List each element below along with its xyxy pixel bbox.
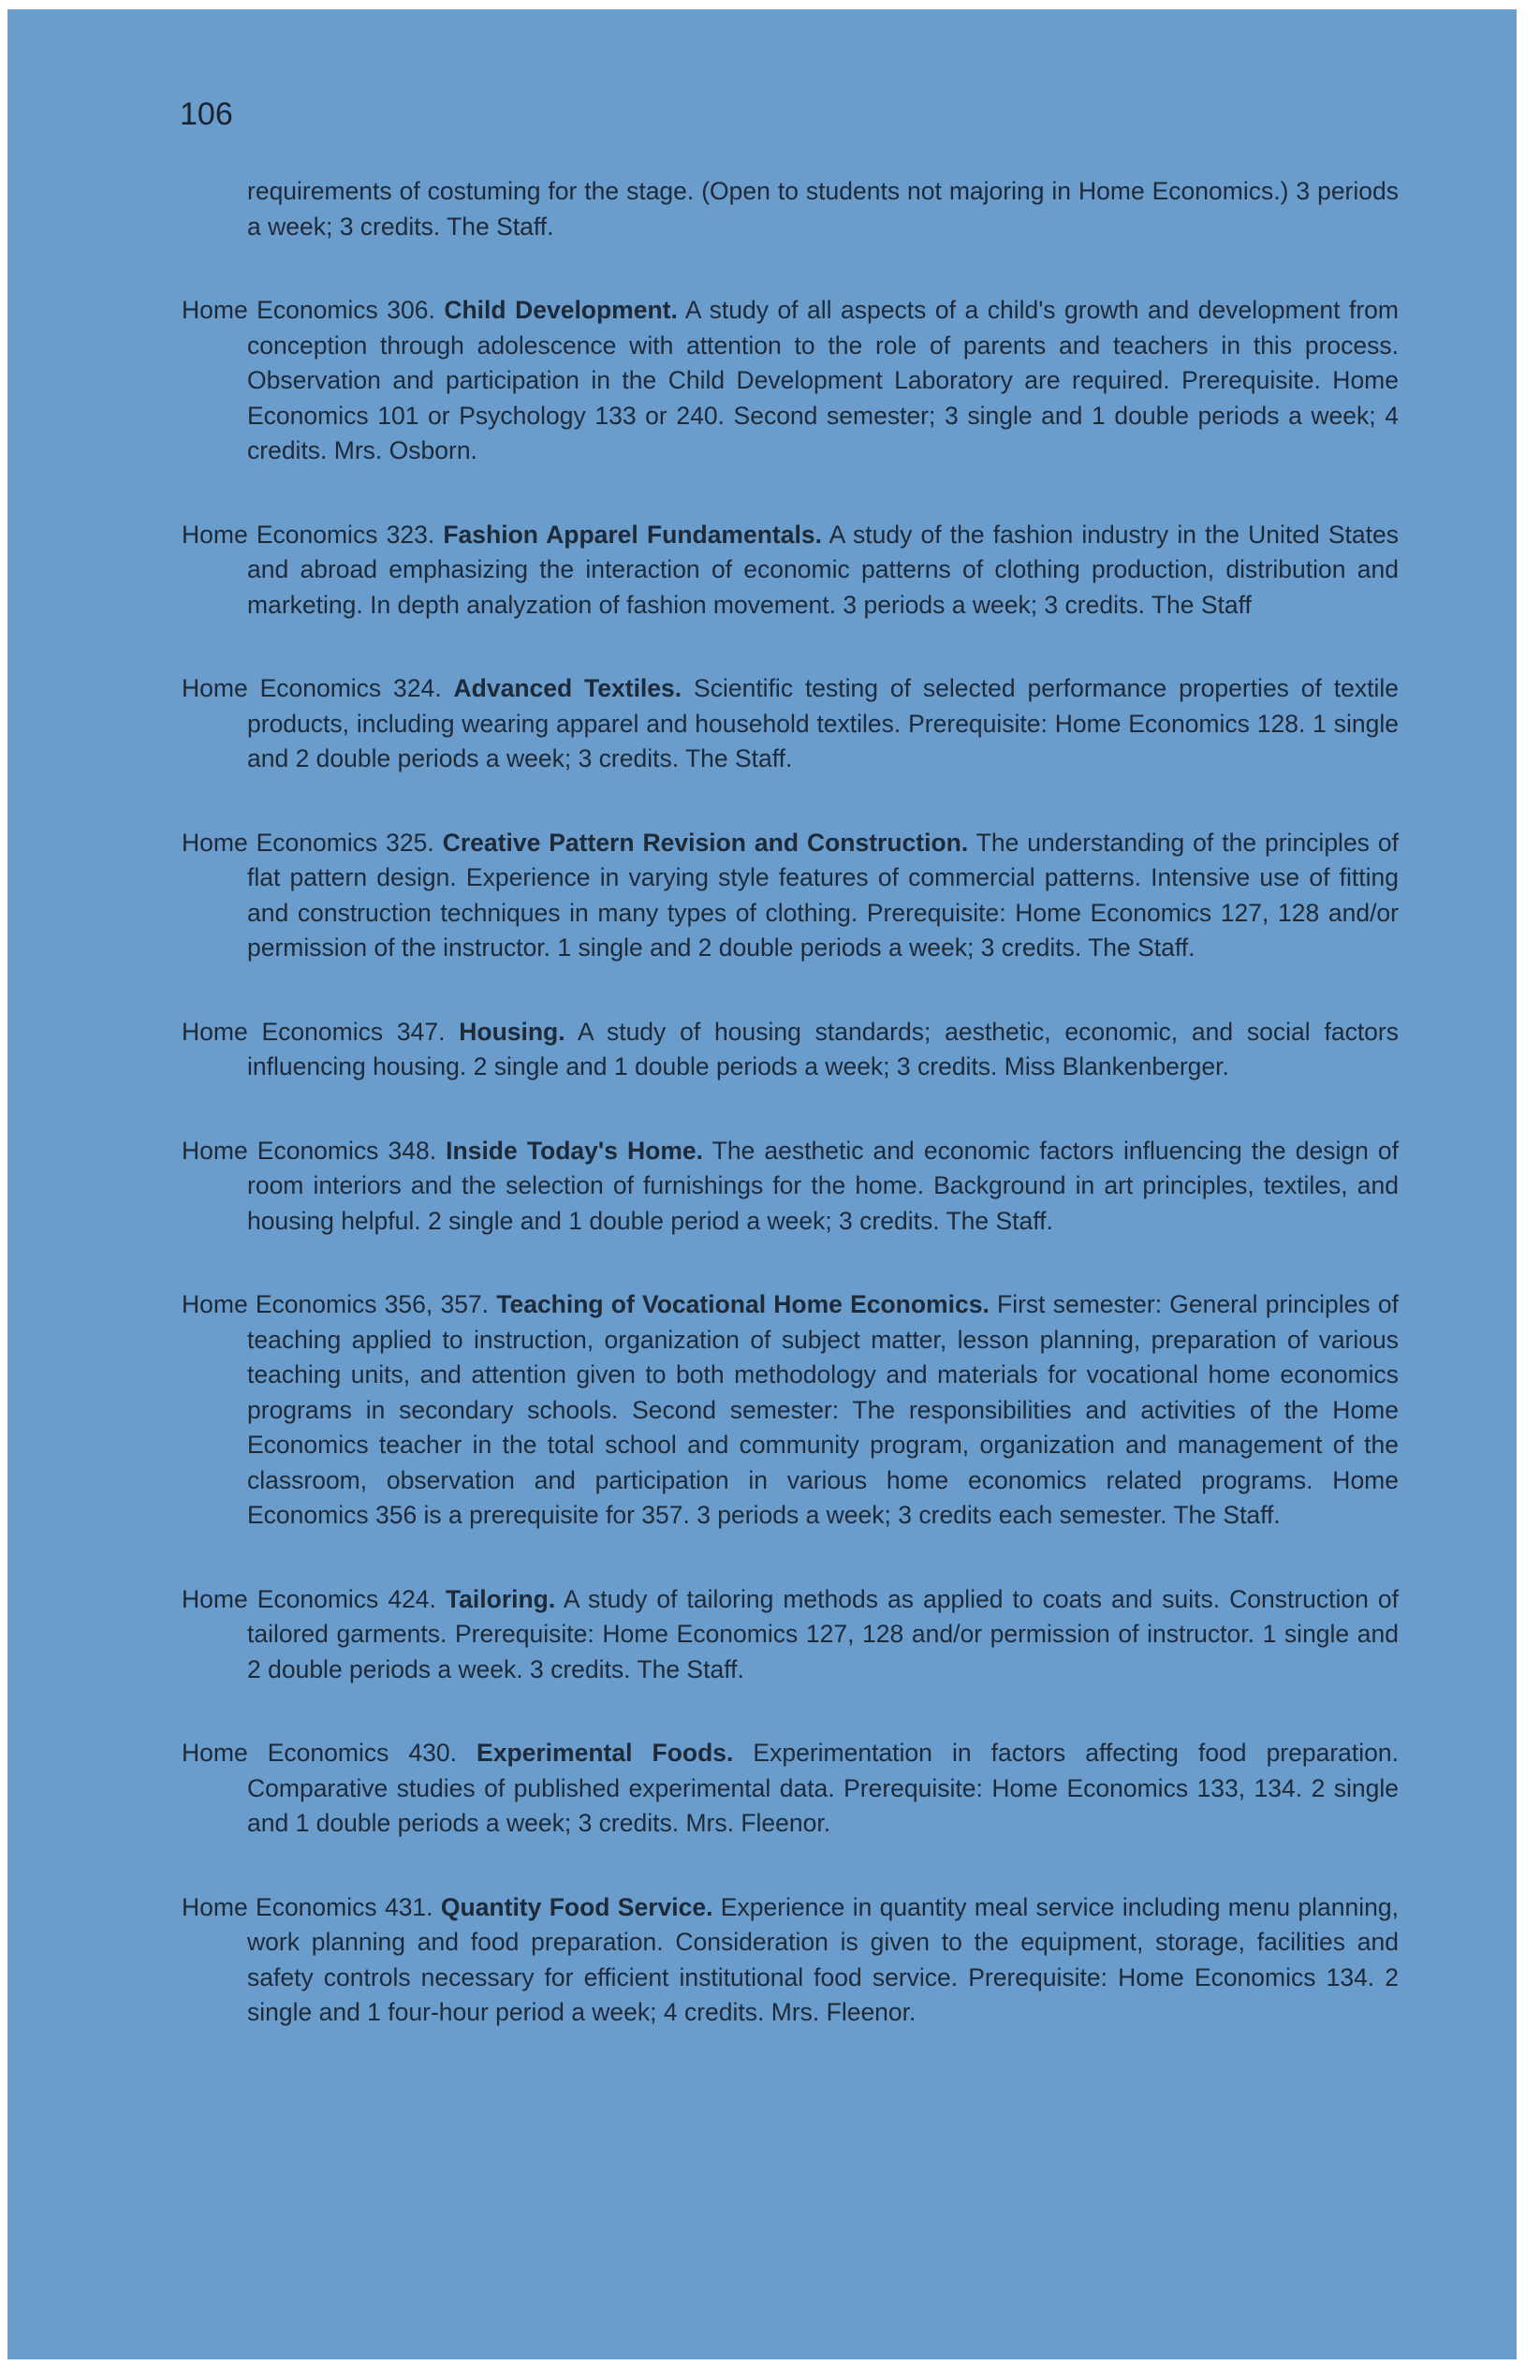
course-title: Child Development. [444,296,678,324]
course-title: Quantity Food Service. [440,1892,713,1921]
course-description: Experience in quantity meal service including menu planning, work planning and food preparation. Consideration is given to the equipment, storage, facilities and safety controls necessary for efficient institutional food service. Prerequisite: Home Economics 134. 2 single and 1 four-hour period a week; 4 credits. Mrs. Fleenor. [247,1892,1399,2026]
course-entry-347 [182,1015,1399,1085]
continued-course-text: requirements of costuming for the stage. (Open to students not majoring in Home Economics.) 3 periods a week; 3 credits. The Staff. [247,177,1399,241]
course-description: Scientific testing of selected performance properties of textile products, including wearing apparel and household textiles. Prerequisite: Home Economics 128. 1 single and 2 double periods a week; 3 credits. The Staff. [247,674,1400,772]
course-entry-348 [182,1134,1399,1240]
course-code: Home Economics 430. [182,1739,457,1767]
course-entry-325 [182,826,1399,966]
course-entry-356-357 [182,1287,1399,1534]
course-code: Home Economics 324. [182,674,442,702]
course-title: Tailoring. [445,1584,556,1613]
course-entry-424 [182,1582,1399,1688]
course-description: First semester: General principles of teaching applied to instruction, organization of subject matter, lesson planning, preparation of various teaching units, and attention given to both methodology and materials for vocational home economics programs in secondary schools. Second semester: The responsibilities and activities of the Home Economics teacher in the total school and community program, organization and management of the classroom, observation and participation in various home economics related programs. Home Economics 356 is a prerequisite for 357. 3 periods a week; 3 credits each semester. The Staff. [247,1290,1399,1529]
course-code: Home Economics 347. [182,1017,446,1046]
catalog-page [7,9,1517,2359]
course-entry-430 [182,1736,1399,1842]
course-title: Experimental Foods. [477,1739,734,1767]
page-number: 106 [180,96,233,132]
course-description: The aesthetic and economic factors influencing the design of room interiors and the selection of furnishings for the home. Background in art principles, textiles, and housing helpful. 2 single and 1 double period a week; 3 credits. The Staff. [247,1136,1399,1235]
course-entry-324 [182,671,1399,777]
course-description: A study of tailoring methods as applied to coats and suits. Construction of tailored garments. Prerequisite: Home Economics 127, 128 and/or permission of instructor. 1 single and 2 double periods a week. 3 credits. The Staff. [247,1584,1399,1683]
course-title: Housing. [459,1017,565,1046]
course-entry-431 [182,1890,1399,2031]
course-title: Advanced Textiles. [453,674,682,702]
course-title: Fashion Apparel Fundamentals. [443,520,822,549]
course-code: Home Economics 431. [182,1892,433,1921]
course-description: A study of the fashion industry in the United States and abroad emphasizing the interaction of economic patterns of clothing production, distribution and marketing. In depth analyzation of fashion movement. 3 periods a week; 3 credits. The Staff [247,520,1400,619]
course-entry-306 [182,293,1399,469]
course-code: Home Economics 424. [182,1584,436,1613]
course-title: Creative Pattern Revision and Construction. [442,828,969,857]
course-code: Home Economics 348. [182,1136,437,1165]
course-code: Home Economics 306. [182,296,435,324]
course-title: Inside Today's Home. [446,1136,704,1165]
course-list [182,174,1399,2079]
course-title: Teaching of Vocational Home Economics. [496,1290,990,1318]
course-description: A study of all aspects of a child's growth and development from conception through adolescence with attention to the role of parents and teachers in this process. Observation and participation in the Child Development Laboratory are required. Prerequisite. Home Economics 101 or Psychology 133 or 240. Second semester; 3 single and 1 double periods a week; 4 credits. Mrs. Osborn. [247,296,1399,464]
course-description: The understanding of the principles of flat pattern design. Experience in varying style features of commercial patterns. Intensive use of fitting and construction techniques in many types of clothing. Prerequisite: Home Economics 127, 128 and/or permission of the instructor. 1 single and 2 double periods a week; 3 credits. The Staff. [247,828,1399,962]
course-code: Home Economics 325. [182,828,434,857]
course-code: Home Economics 356, 357. [182,1290,490,1318]
course-description: A study of housing standards; aesthetic, economic, and social factors influencing housing. 2 single and 1 double periods a week; 3 credits. Miss Blankenberger. [247,1017,1399,1080]
course-code: Home Economics 323. [182,520,435,549]
course-entry-323 [182,518,1399,624]
course-description: Experimentation in factors affecting food preparation. Comparative studies of published experimental data. Prerequisite: Home Economics 133, 134. 2 single and 1 double periods a week; 3 credits. Mrs. Fleenor. [247,1739,1400,1837]
